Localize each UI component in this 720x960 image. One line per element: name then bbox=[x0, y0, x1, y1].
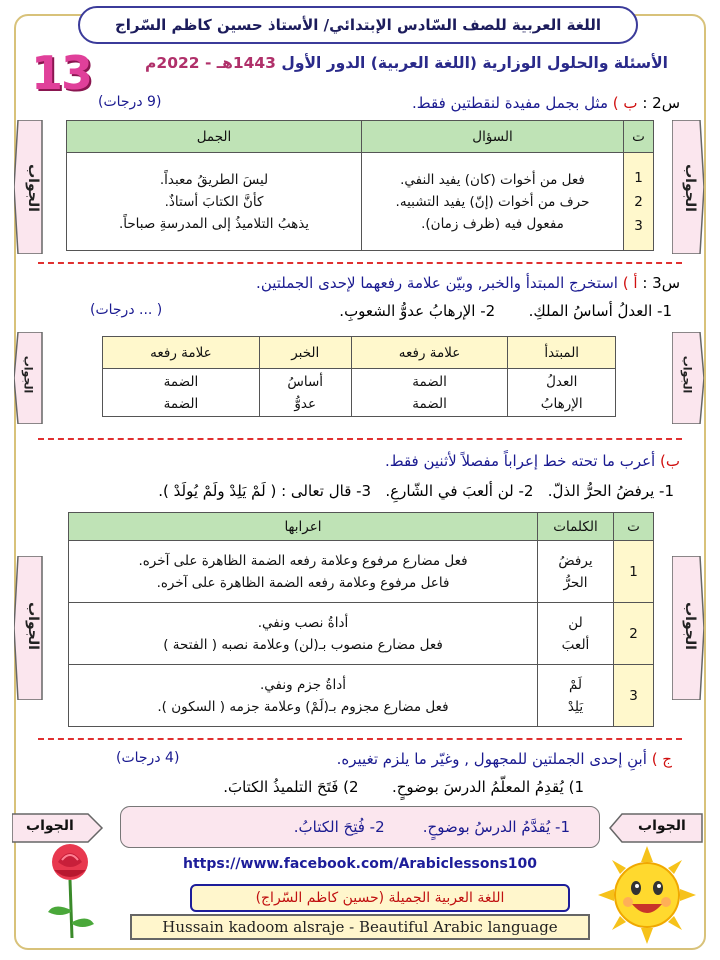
q3a-value: عدوُّ bbox=[294, 395, 317, 412]
q3b-table bbox=[68, 512, 654, 727]
brand-english: Hussain kadoom alsraje - Beautiful Arabic language bbox=[130, 914, 590, 940]
q2-sentences-cell bbox=[67, 153, 362, 251]
answer-label-left-1: الجواب bbox=[24, 164, 41, 212]
q3a-cell bbox=[508, 369, 616, 417]
q3b-text: أعرب ما تحته خط إعراباً مفصلاً لأثنين فقط. bbox=[384, 452, 656, 470]
q3a-value: الضمة bbox=[412, 395, 447, 412]
q2-header-sentences: الجمل bbox=[67, 121, 362, 153]
q3a-part: أ ) bbox=[622, 274, 638, 292]
page-subtitle bbox=[145, 54, 668, 72]
smiling-sun-icon bbox=[598, 846, 696, 944]
q3a-value: الضمة bbox=[163, 373, 199, 390]
answer-label-left-2: الجواب bbox=[21, 355, 35, 394]
q3b-num: 3 bbox=[614, 665, 654, 727]
facebook-link[interactable]: https://www.facebook.com/Arabiclessons100 bbox=[183, 856, 537, 872]
q2-sentence: ليسَ الطريقُ معبداً. bbox=[159, 171, 269, 188]
q3a-examples: 1- العدلُ أساسُ الملكِ. 2- الإرهابُ عدوُّ الشعوبِ. bbox=[339, 302, 672, 320]
answer-label-right-2: الجواب bbox=[680, 355, 694, 394]
q3a-prompt bbox=[256, 274, 680, 292]
q3b-header-parsing: اعرابها bbox=[69, 513, 538, 541]
q2-num: 1 bbox=[634, 169, 643, 186]
q3b-word: لَمْ bbox=[568, 676, 583, 693]
q2-sentence: كأنَّ الكتابَ أستاذٌ. bbox=[164, 193, 264, 210]
q3b-words-cell bbox=[538, 541, 614, 603]
q3b-word: يرفضُ bbox=[558, 552, 593, 569]
q2-question: حرف من أخوات (إنّ) يفيد التشبيه. bbox=[395, 193, 590, 210]
rose-icon bbox=[40, 840, 100, 940]
q3a-value: الضمة bbox=[412, 373, 447, 390]
q3b-parsing-line: فاعل مرفوع وعلامة رفعه الضمة الظاهرة على آخره. bbox=[156, 574, 450, 591]
q3b-parsing-cell bbox=[69, 665, 538, 727]
section-divider bbox=[38, 738, 682, 740]
q3a-cell bbox=[103, 369, 260, 417]
q3b-parsing-cell bbox=[69, 541, 538, 603]
answer-label-right-3: الجواب bbox=[681, 602, 698, 650]
q3b-parsing-cell bbox=[69, 603, 538, 665]
q3b-parsing-line: أداةُ جزم ونفي. bbox=[260, 676, 346, 693]
q3a-cell bbox=[351, 369, 508, 417]
section-divider bbox=[38, 438, 682, 440]
answer-label-right-1: الجواب bbox=[681, 164, 698, 212]
q2-question: فعل من أخوات (كان) يفيد النفي. bbox=[400, 171, 585, 188]
q3b-num: 2 bbox=[614, 603, 654, 665]
q3c-answer: 1- يُقدَّمُ الدرسُ بوضوحٍ. 2- فُتِحَ الكتابُ. bbox=[293, 818, 570, 836]
q3b-num: 1 bbox=[614, 541, 654, 603]
q3a-value: الإرهابُ bbox=[540, 395, 583, 412]
answer-label-left-4: الجواب bbox=[26, 818, 74, 834]
q2-sentence: يذهبُ التلاميذُ إلى المدرسةِ صباحاً. bbox=[118, 215, 310, 232]
q3a-table bbox=[102, 336, 616, 417]
q2-part: ب ) bbox=[612, 94, 638, 112]
answer-label-right-4: الجواب bbox=[638, 818, 686, 834]
q3b-part: ب) bbox=[660, 452, 680, 470]
q2-header-num: ت bbox=[624, 121, 654, 153]
q3b-word: الحرُّ bbox=[563, 574, 588, 591]
q2-nums-cell bbox=[624, 153, 654, 251]
subtitle-text: الأسئلة والحلول الوزارية (اللغة العربية) الدور الأول bbox=[281, 54, 668, 72]
q3b-words-cell bbox=[538, 665, 614, 727]
q3a-header: علامة رفعه bbox=[351, 337, 508, 369]
q3c-prompt bbox=[337, 750, 672, 768]
q3b-examples: 1- يرفضُ الحرُّ الذلّ. 2- لن ألعبَ في الشّارعِ. 3- قال تعالى : ( لَمْ يَلِدْ ولَمْ يُولَدْ ). bbox=[158, 482, 674, 500]
q3b-header-words: الكلمات bbox=[538, 513, 614, 541]
lesson-number-badge: 13 bbox=[30, 46, 91, 100]
q2-points: (9 درجات) bbox=[98, 94, 162, 110]
q2-prompt bbox=[412, 94, 680, 112]
header-title: اللغة العربية للصف السّادس الإبتدائي/ الأستاذ حسين كاظم السّراج bbox=[114, 16, 602, 34]
section-divider bbox=[38, 262, 682, 264]
q3a-header: علامة رفعه bbox=[103, 337, 260, 369]
q3b-parsing-line: فعل مضارع منصوب بـ(لن) وعلامة نصبه ( الفتحة ) bbox=[163, 636, 443, 653]
q2-number: س2 : bbox=[642, 94, 680, 112]
q3b-parsing-line: أداةُ نصب ونفي. bbox=[257, 614, 349, 631]
q2-text: مثل بجمل مفيدة لنقطتين فقط. bbox=[412, 94, 608, 112]
q3b-word: لن bbox=[568, 614, 583, 631]
q3a-header: الخبر bbox=[259, 337, 351, 369]
q2-header-question: السؤال bbox=[362, 121, 624, 153]
q3a-header: المبتدأ bbox=[508, 337, 616, 369]
q2-question: مفعول فيه (ظرف زمان). bbox=[421, 215, 564, 232]
answer-tab-right-4 bbox=[608, 812, 704, 844]
q2-questions-cell bbox=[362, 153, 624, 251]
q3c-part: ج ) bbox=[651, 750, 672, 768]
brand-arabic: اللغة العربية الجميلة (حسين كاظم السّراج) bbox=[190, 884, 570, 912]
q3b-parsing-line: فعل مضارع مرفوع وعلامة رفعه الضمة الظاهرة على آخره. bbox=[138, 552, 468, 569]
q3a-value: الضمة bbox=[163, 395, 199, 412]
q3b-word: ألعبَ bbox=[561, 636, 590, 653]
q3a-value: أساسُ bbox=[287, 373, 324, 390]
answer-label-left-3: الجواب bbox=[24, 602, 41, 650]
q3b-parsing-line: فعل مضارع مجزوم بـ(لَمْ) وعلامة جزمه ( السكون ). bbox=[157, 698, 449, 715]
q3a-cell bbox=[259, 369, 351, 417]
q3c-text: أبنِ إحدى الجملتين للمجهول , وغيّر ما يلزم تغييره. bbox=[336, 750, 647, 768]
page-header bbox=[78, 6, 638, 44]
q3a-text: استخرج المبتدأ والخبر, وبيّن علامة رفعهما لإحدى الجملتين. bbox=[256, 274, 618, 292]
q3-number: س3 : bbox=[642, 274, 680, 292]
q3b-header-num: ت bbox=[614, 513, 654, 541]
q3b-words-cell bbox=[538, 603, 614, 665]
q3a-points: ( ... درجات) bbox=[90, 302, 163, 318]
q3b-word: يَلِدْ bbox=[567, 698, 584, 715]
q3a-value: العدلُ bbox=[546, 373, 578, 390]
q3c-points: (4 درجات) bbox=[116, 750, 180, 766]
subtitle-years: 1443هـ - 2022م bbox=[145, 54, 276, 72]
q3b-prompt bbox=[385, 452, 680, 470]
q2-table bbox=[66, 120, 654, 251]
q2-num: 3 bbox=[634, 217, 643, 234]
q3c-examples: 1) يُقدِمُ المعلّمُ الدرسَ بوضوحٍ. 2) فَتَحَ التلميذُ الكتابَ. bbox=[223, 778, 584, 796]
q2-num: 2 bbox=[634, 193, 643, 210]
